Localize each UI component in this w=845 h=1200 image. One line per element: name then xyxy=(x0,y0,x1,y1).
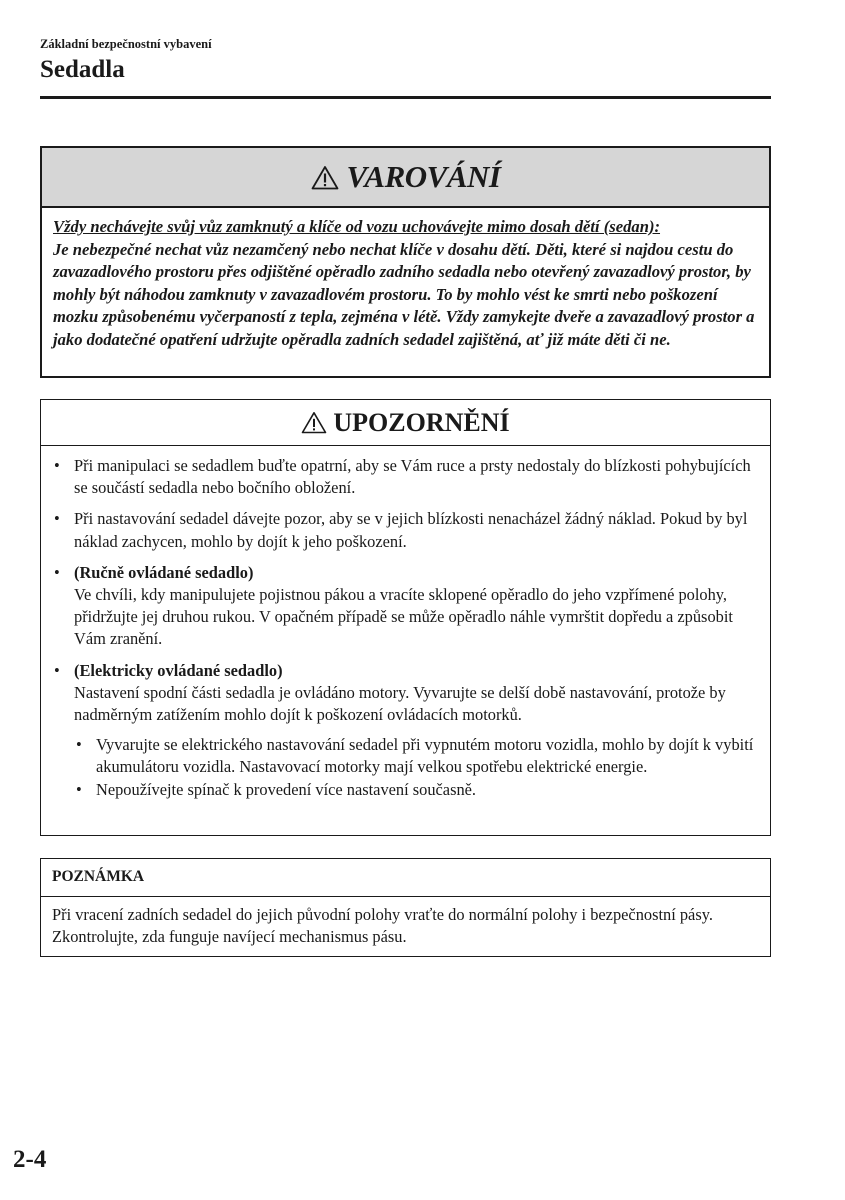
list-item xyxy=(53,455,758,499)
caution-header xyxy=(41,400,770,446)
page-title: Sedadla xyxy=(40,56,125,83)
list-item xyxy=(53,562,758,651)
warning-body: Je nebezpečné nechat vůz nezamčený nebo nechat klíče v dosahu dětí. Děti, které si najdou cestu do zavazadlového prostoru přes odjištěné opěradlo zadního sedadla nebo otevřený zavazadlový prostor, by mohly být náhodou zamknuty v zavazadlovém prostoru. To by mohlo vést ke smrti nebo poškození mozku způsobenému vyčerpaností z tepla, zejména v létě. Vždy zamykejte dveře a zavazadlový prostor a jako dodatečné opatření udržujte opěradla zadních sedadel zajištěná, ať již máte děti či ne. xyxy=(53,239,755,349)
list-item xyxy=(53,508,758,552)
warning-header xyxy=(42,148,769,208)
list-item-text: Při nastavování sedadel dávejte pozor, aby se v jejich blízkosti nenacházel žádný náklad. Pokud by byl náklad zachycen, mohlo by dojít k jeho poškození. xyxy=(74,509,748,551)
warning-box xyxy=(40,146,771,378)
note-box xyxy=(40,858,771,957)
list-item-text: Nastavení spodní části sedadla je ovládáno motory. Vyvarujte se delší době nastavování, protože by nadměrným zatížením mohlo dojít k poškození ovládacích motorků. xyxy=(74,682,726,725)
warning-title: VAROVÁNÍ xyxy=(346,159,501,194)
page-number: 2-4 xyxy=(13,1146,47,1173)
warning-text xyxy=(42,208,769,351)
note-title: POZNÁMKA xyxy=(41,859,770,897)
warning-lead: Vždy nechávejte svůj vůz zamknutý a klíče od vozu uchovávejte mimo dosah dětí (sedan): xyxy=(53,217,661,236)
sub-list-item-text: Vyvarujte se elektrického nastavování sedadel při vypnutém motoru vozidla, mohlo by dojít k vybití akumulátoru vozidla. Nastavovací motorky mají velkou spotřebu elektrické energie. xyxy=(96,735,754,777)
list-item-heading: (Ručně ovládané sedadlo) xyxy=(74,562,254,582)
bullet-icon: • xyxy=(76,735,82,755)
bullet-icon: • xyxy=(54,456,60,475)
sub-list-item-text: Nepoužívejte spínač k provedení více nastavení současně. xyxy=(96,779,477,799)
caution-title: UPOZORNĚNÍ xyxy=(333,407,510,437)
section-label: Základní bezpečnostní vybavení xyxy=(40,37,212,51)
list-item-text: Ve chvíli, kdy manipulujete pojistnou pákou a vracíte sklopené opěradlo do jeho vzpřímené polohy, přidržujte jej druhou rukou. V opačném případě se může opěradlo náhle vymrštit dopředu a způsobit Vám zranění. xyxy=(74,585,733,649)
bullet-icon: • xyxy=(54,660,60,680)
sub-list-item xyxy=(74,779,758,801)
list-item xyxy=(53,660,758,801)
list-item-text: Při manipulaci se sedadlem buďte opatrní, aby se Vám ruce a prsty nedostaly do blízkosti pohybujících se součástí sedadla nebo bočního obložení. xyxy=(74,456,751,498)
bullet-icon: • xyxy=(54,509,60,529)
warning-triangle-icon xyxy=(311,165,339,190)
title-divider xyxy=(40,96,771,99)
caution-list xyxy=(41,446,770,801)
bullet-icon: • xyxy=(76,779,82,799)
note-body: Při vracení zadních sedadel do jejich původní polohy vraťte do normální polohy i bezpečnostní pásy. Zkontrolujte, zda funguje navíjecí mechanismus pásu. xyxy=(52,905,713,947)
sub-list-item xyxy=(74,734,758,778)
warning-triangle-icon xyxy=(301,411,327,434)
sub-list xyxy=(74,734,758,801)
caution-box xyxy=(40,399,771,836)
bullet-icon: • xyxy=(54,562,60,582)
list-item-heading: (Elektricky ovládané sedadlo) xyxy=(74,660,283,680)
